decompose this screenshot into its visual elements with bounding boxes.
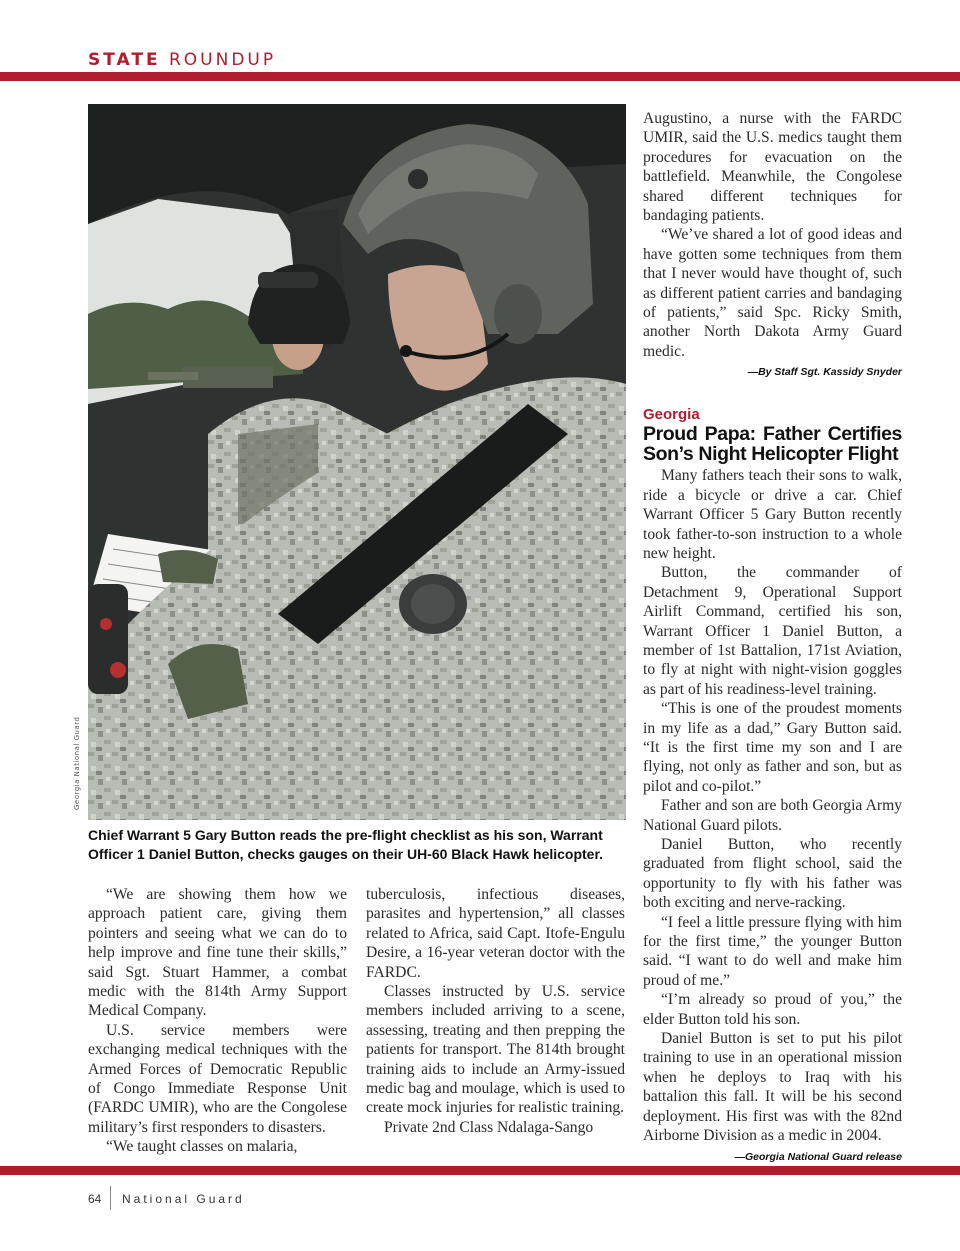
column-3: [643, 109, 902, 1164]
paragraph: “I feel a little pressure flying with him for the first time,” the younger Button said. “I want to do well and make him proud of me.”: [643, 913, 902, 989]
paragraph: Private 2nd Class Ndalaga-Sango: [384, 1118, 594, 1136]
page-number: 64: [88, 1192, 102, 1206]
paragraph: “We taught classes on malaria,: [106, 1138, 298, 1156]
paragraph: Button, the commander of Detachment 9, Operational Support Airlift Command, certified his son, Warrant Officer 1 Daniel Button, a member of 1st Battalion, 171st Aviation, to fly at night with night-vision goggles as part of his readiness-level training.: [643, 564, 902, 698]
paragraph: “We’ve shared a lot of good ideas and have gotten some techniques from them that I never would have thought of, such as different patient carries and bandaging of patients,” said Spc. Ricky Smith, another North Dakota Army Guard medic.: [643, 226, 902, 360]
byline: —By Staff Sgt. Kassidy Snyder: [747, 366, 902, 379]
paragraph: “This is one of the proudest moments in my life as a dad,” Gary Button said. “It is the first time my son and I are flying, not only as father and son, but as pilot and co-pilot.”: [643, 700, 902, 795]
photo-credit: Georgia National Guard: [73, 716, 81, 810]
paragraph: Daniel Button is set to put his pilot training to use in an operational mission when he deploys to Iraq with his battalion this fall. It will be his second deployment. His first was with the 82nd Airborne Division as a medic in 2004.: [643, 1030, 902, 1145]
section-title: [88, 50, 276, 70]
state-label: Georgia: [643, 406, 700, 424]
byline: —Georgia National Guard release: [734, 1150, 902, 1163]
photo-caption: Chief Warrant 5 Gary Button reads the pre-flight checklist as his son, Warrant Officer 1 Daniel Button, checks gauges on their UH-60 Black Hawk helicopter.: [88, 827, 604, 862]
paragraph: “We are showing them how we approach patient care, giving them pointers and seeing what we can do to help improve and fine tune their skills,” said Sgt. Stuart Hammer, a combat medic with the 814th Army Support Medical Company.: [88, 886, 347, 1020]
paragraph: Classes instructed by U.S. service members included arriving to a scene, assessing, treating and then prepping the patients for transport. The 814th brought training aids to include an Army-issued medic bag and moulage, which is used to create mock injuries for realistic training.: [366, 983, 625, 1117]
paragraph: Augustino, a nurse with the FARDC UMIR, said the U.S. medics taught them procedures for evacuation on the battlefield. Meanwhile, the Congolese shared different techniques for bandaging patients.: [643, 110, 902, 225]
paragraph: Many fathers teach their sons to walk, ride a bicycle or drive a car. Chief Warrant Officer 5 Gary Button recently took father-to-son instruction to a whole new height.: [643, 467, 902, 562]
section-title-bold: STATE: [88, 50, 161, 70]
section-title-rest: ROUNDUP: [168, 50, 277, 70]
paragraph: “I’m already so proud of you,” the elder Button told his son.: [643, 991, 902, 1028]
article-headline: Proud Papa: Father Certifies Son’s Night Helicopter Flight: [643, 423, 902, 466]
paragraph: Father and son are both Georgia Army National Guard pilots.: [643, 797, 902, 834]
footer-rule: [0, 1166, 960, 1175]
paragraph: tuberculosis, infectious diseases, parasites and hypertension,” all classes related to Africa, said Capt. Itofe-Engulu Desire, a 16-year veteran doctor with the FARDC.: [366, 886, 625, 981]
cockpit-photo: [88, 104, 626, 820]
paragraph: U.S. service members were exchanging medical techniques with the Armed Forces of Democratic Republic of Congo Immediate Response Unit (FARDC UMIR), who are the Congolese military’s first responders to disasters.: [88, 1021, 347, 1136]
column-2: [366, 885, 625, 1137]
header-rule: [0, 72, 960, 81]
paragraph: Daniel Button, who recently graduated from flight school, said the opportunity to fly with his father was both exciting and nerve-racking.: [643, 836, 902, 912]
column-1: [88, 885, 347, 1157]
magazine-name: National Guard: [122, 1192, 245, 1206]
footer-divider: [110, 1186, 111, 1210]
